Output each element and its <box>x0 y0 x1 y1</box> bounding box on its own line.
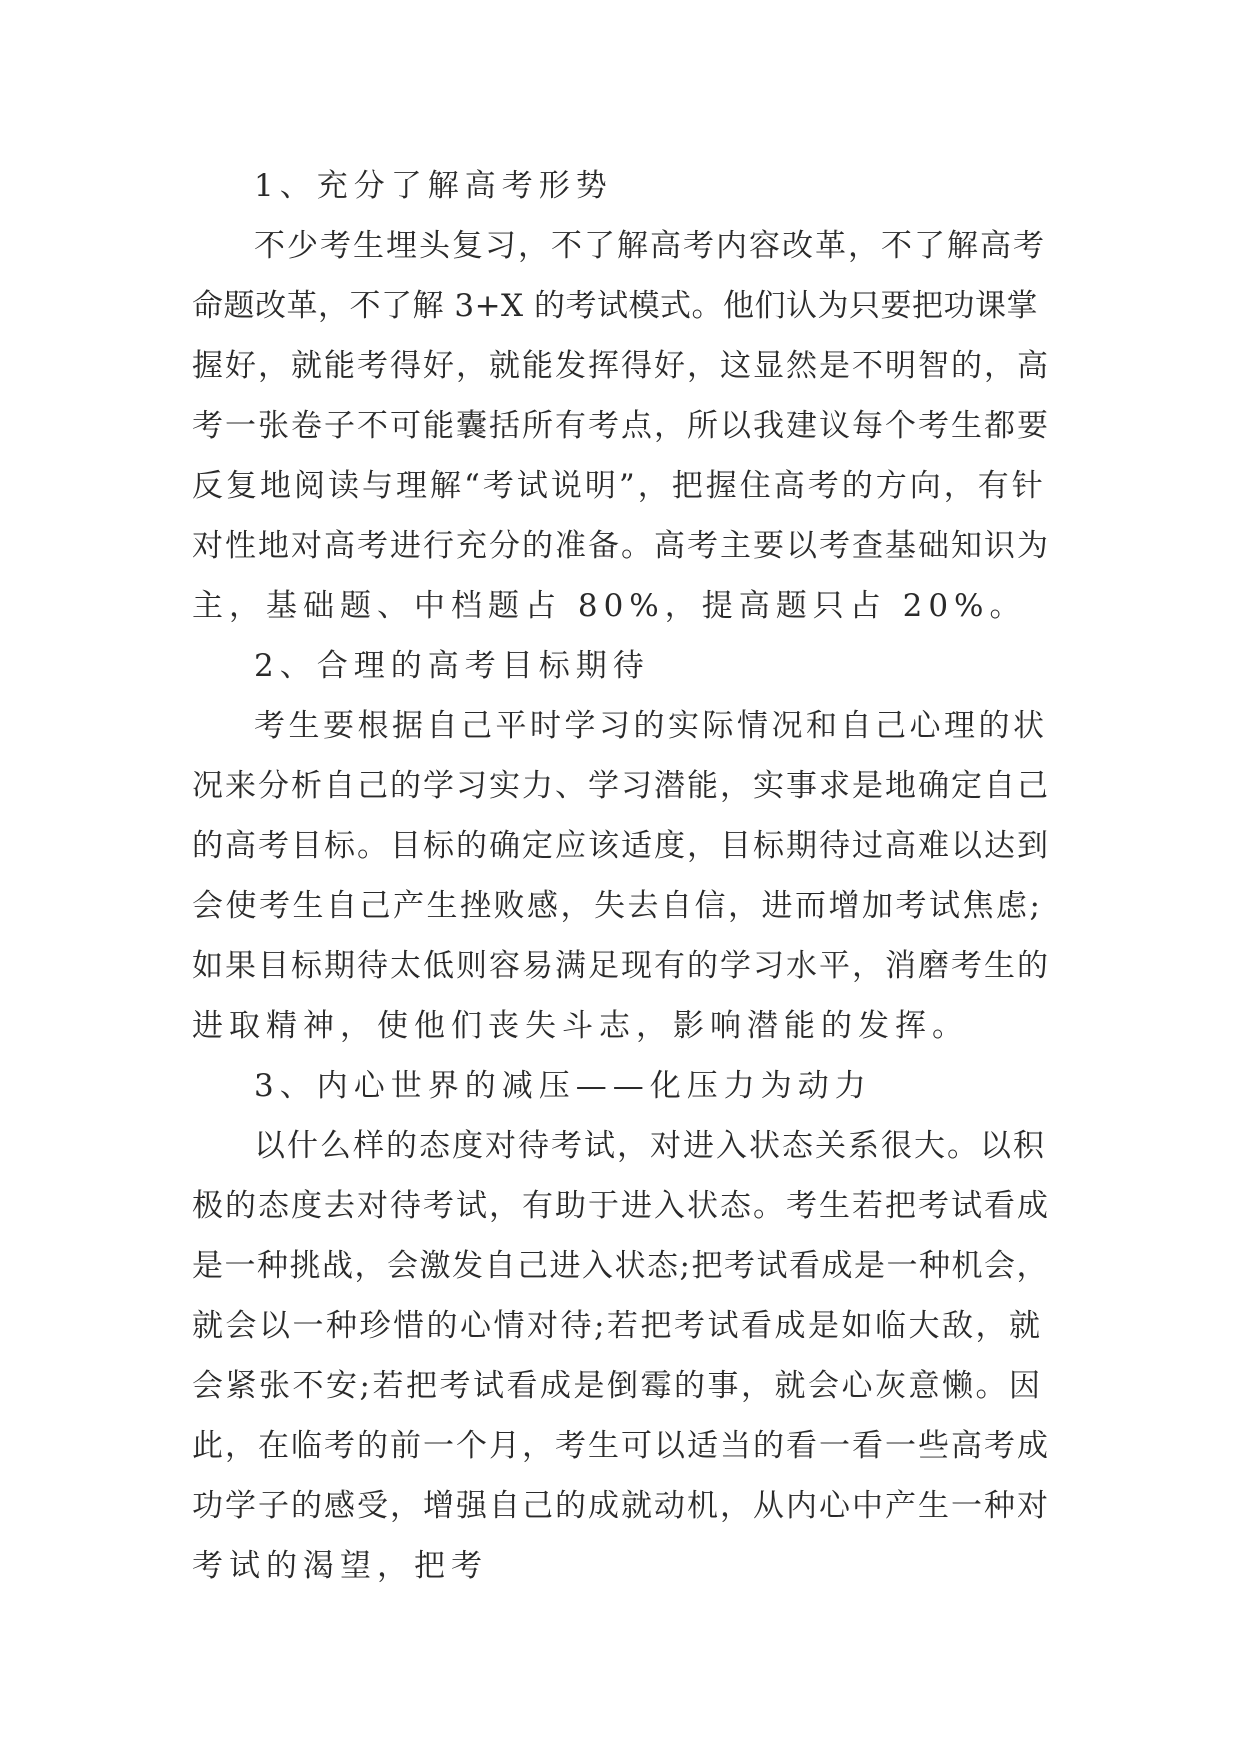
paragraph-line: 如果目标期待太低则容易满足现有的学习水平，消磨考生的 <box>192 948 1050 984</box>
heading-2: 2、合理的高考目标期待 <box>254 648 650 684</box>
paragraph-line: 对性地对高考进行充分的准备。高考主要以考查基础知识为 <box>192 528 1050 564</box>
paragraph-line: 的高考目标。目标的确定应该适度，目标期待过高难以达到 <box>192 828 1050 864</box>
heading-1: 1、充分了解高考形势 <box>254 168 613 204</box>
paragraph-line: 不少考生埋头复习，不了解高考内容改革，不了解高考 <box>254 228 1046 264</box>
paragraph-line: 会紧张不安;若把考试看成是倒霉的事，就会心灰意懒。因 <box>192 1368 1043 1404</box>
paragraph-line: 就会以一种珍惜的心情对待;若把考试看成是如临大敌，就 <box>192 1308 1043 1344</box>
paragraph-line: 况来分析自己的学习实力、学习潜能，实事求是地确定自己 <box>192 768 1050 804</box>
paragraph-line: 命题改革，不了解 3+X 的考试模式。他们认为只要把功课掌 <box>192 288 1038 324</box>
paragraph-line: 考生要根据自己平时学习的实际情况和自己心理的状 <box>254 708 1048 744</box>
paragraph-line: 主，基础题、中档题占 80%，提高题只占 20%。 <box>192 588 1027 624</box>
paragraph-line: 考一张卷子不可能囊括所有考点，所以我建议每个考生都要 <box>192 408 1050 444</box>
paragraph-line: 是一种挑战，会激发自己进入状态;把考试看成是一种机会， <box>192 1248 1049 1284</box>
paragraph-line: 以什么样的态度对待考试，对进入状态关系很大。以积 <box>254 1128 1046 1164</box>
paragraph-line: 功学子的感受，增强自己的成就动机，从内心中产生一种对 <box>192 1488 1050 1524</box>
paragraph-line: 反复地阅读与理解“考试说明”，把握住高考的方向，有针 <box>192 468 1046 504</box>
paragraph-line: 进取精神，使他们丧失斗志，影响潜能的发挥。 <box>192 1008 969 1044</box>
paragraph-line: 握好，就能考得好，就能发挥得好，这显然是不明智的，高 <box>192 348 1050 384</box>
paragraph-line: 会使考生自己产生挫败感，失去自信，进而增加考试焦虑; <box>192 888 1043 924</box>
paragraph-line: 考试的渴望，把考 <box>192 1548 488 1584</box>
paragraph-line: 此，在临考的前一个月，考生可以适当的看一看一些高考成 <box>192 1428 1050 1464</box>
paragraph-line: 极的态度去对待考试，有助于进入状态。考生若把考试看成 <box>192 1188 1050 1224</box>
heading-3: 3、内心世界的减压——化压力为动力 <box>254 1068 872 1104</box>
